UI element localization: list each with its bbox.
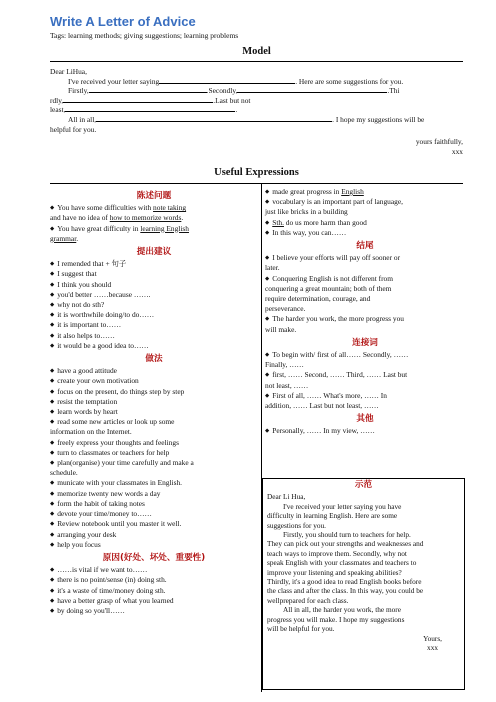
- fill-blank: [237, 86, 387, 93]
- list-item: ◆ have a good attitude: [50, 366, 258, 376]
- model-text: .Secondly,: [206, 86, 238, 96]
- model-text: . Here are some suggestions for you.: [295, 76, 404, 86]
- sample-line: the class and after the class. In this way, you could be: [267, 586, 424, 596]
- fill-blank: [89, 86, 207, 93]
- model-text: All in all,: [68, 114, 97, 124]
- list-item: perseverance.: [265, 304, 306, 314]
- model-line: [50, 115, 463, 125]
- item-underlined-text: English: [341, 187, 364, 196]
- list-item: ◆ why not do sth?: [50, 300, 258, 310]
- item-underlined-text: grammar: [50, 233, 77, 243]
- list-item: addition, …… Last but not least, ……: [265, 401, 379, 411]
- linking-heading: 连接词: [352, 337, 378, 348]
- list-item: ◆ help you focus: [50, 540, 258, 550]
- list-item: ◆ To begin with/ first of all…… Secondly, ……: [265, 350, 465, 360]
- right-column: [265, 187, 465, 437]
- sample-closing: Yours,: [423, 633, 442, 643]
- item-text: and have no idea of: [50, 213, 110, 223]
- sample-line: teach ways to improve them. Secondly, why not: [267, 548, 407, 558]
- model-text: Firstly,: [68, 86, 89, 96]
- model-line: [50, 96, 463, 106]
- model-text: .Last but not: [213, 95, 251, 105]
- item-text: vocabulary is an important part of language,: [272, 197, 403, 207]
- list-item: conquering a great mountain; both of them: [265, 283, 392, 293]
- list-item: ◆ resist the temptation: [50, 397, 258, 407]
- list-item: not least, ……: [265, 380, 309, 390]
- model-letter: [50, 67, 463, 156]
- list-item: later.: [265, 263, 280, 273]
- useful-heading: Useful Expressions: [214, 167, 299, 178]
- list-item: ◆ I think you should: [50, 280, 258, 290]
- methods-heading: 做法: [145, 354, 163, 365]
- sample-line: progress you will make. I hope my suggestions: [267, 614, 405, 624]
- item-text: You have some difficulties with: [57, 203, 154, 213]
- list-item: [50, 234, 258, 244]
- list-item: ◆ there is no point/sense (in) doing sth.: [50, 575, 258, 585]
- list-item: [50, 203, 258, 213]
- expressions-list: [265, 187, 465, 238]
- fill-blank: [65, 105, 238, 115]
- sample-greeting: Dear Li Hua,: [267, 492, 306, 502]
- list-item: ◆ you'd better ……because …….: [50, 290, 258, 300]
- list-item: ◆ ……is vital if we want to……: [50, 565, 258, 575]
- sample-line: Firstly, you should turn to teachers for help.: [283, 530, 411, 540]
- advice-heading: 提出建议: [136, 247, 172, 258]
- model-line: [50, 86, 463, 96]
- list-item: ◆ turn to classmates or teachers for help: [50, 448, 258, 458]
- reasons-heading: 原因(好处、坏处、重要性): [102, 552, 206, 563]
- list-item: ◆ The harder you work, the more progress you: [265, 314, 465, 324]
- fill-blank: [96, 115, 332, 122]
- sample-line: difficulty in learning English. Here are some: [267, 511, 398, 521]
- list-item: ◆ memorize twenty new words a day: [50, 489, 258, 499]
- item-text: .: [76, 233, 79, 243]
- list-item: ◆ arranging your desk: [50, 530, 258, 540]
- list-item: [50, 213, 258, 223]
- item-text: .: [181, 213, 184, 223]
- other-heading: 其他: [356, 414, 374, 425]
- model-closing: yours faithfully,: [415, 137, 463, 147]
- list-item: [265, 197, 465, 207]
- item-text: do us more harm than good: [283, 217, 367, 227]
- methods-list: [50, 366, 258, 550]
- fill-blank: [63, 96, 213, 103]
- model-signature: xxx: [451, 146, 463, 156]
- item-text: You have great difficulty in: [57, 223, 141, 233]
- list-item: will make.: [265, 324, 297, 334]
- model-line: [50, 105, 463, 115]
- model-line: [50, 77, 463, 87]
- left-column: [50, 188, 258, 616]
- model-heading: Model: [242, 46, 271, 57]
- problems-heading: 陈述问题: [136, 191, 172, 201]
- list-item: information on the Internet.: [50, 427, 132, 437]
- sample-line: improve your listening and speaking abilities?: [267, 567, 402, 577]
- list-item: ◆ First of all, …… What's more, …… In: [265, 391, 465, 401]
- list-item: ◆ learn words by heart: [50, 407, 258, 417]
- list-item: ◆ it would be a good idea to……: [50, 341, 258, 351]
- problems-list: [50, 203, 258, 244]
- list-item: ◆ I suggest that: [50, 269, 258, 279]
- list-item: ◆ read some new articles or look up some: [50, 417, 258, 427]
- list-item: ◆ I remended that + 句子: [50, 259, 258, 269]
- sample-line: I've received your letter saying you have: [283, 501, 402, 511]
- sample-line: All in all, the harder you work, the more: [283, 605, 401, 615]
- item-text: just like bricks in a building: [265, 207, 348, 217]
- model-text: rdly,: [50, 95, 64, 105]
- ending-heading: 结尾: [356, 241, 374, 252]
- list-item: ◆ plan(organise) your time carefully and make a: [50, 458, 258, 468]
- item-underlined-text: Sth.: [272, 217, 284, 227]
- item-text: made great progress in: [272, 187, 342, 196]
- list-item: [50, 224, 258, 234]
- model-rule: [50, 61, 463, 62]
- reasons-list: [50, 565, 258, 616]
- list-item: ◆ municate with your classmates in English.: [50, 478, 258, 488]
- list-item: ◆ focus on the present, do things step by step: [50, 387, 258, 397]
- list-item: ◆ freely express your thoughts and feelings: [50, 438, 258, 448]
- list-item: ◆ first, …… Second, …… Third, …… Last but: [265, 370, 465, 380]
- sample-line: speak English with your classmates and teachers to: [267, 558, 417, 568]
- list-item: ◆ Review notebook until you master it well.: [50, 519, 258, 529]
- item-underlined-text: note taking: [153, 203, 187, 213]
- model-text: . I hope my suggestions will be: [332, 114, 425, 124]
- list-item: ◆ it is important to……: [50, 320, 258, 330]
- page-title: Write A Letter of Advice: [50, 14, 196, 29]
- list-item: ◆ Personally, …… In my view, ……: [265, 426, 465, 436]
- tags-line: Tags: learning methods; giving suggestions; learning problems: [50, 31, 239, 40]
- item-text: In this way, you can……: [272, 227, 347, 237]
- model-greeting: Dear LiHua,: [50, 67, 87, 76]
- ending-list: [265, 253, 465, 335]
- list-item: ◆ have a better grasp of what you learned: [50, 596, 258, 606]
- list-item: ◆ it is worthwhile doing/to do……: [50, 310, 258, 320]
- sample-line: will be helpful for you.: [267, 624, 335, 634]
- list-item: ◆ devote your time/money to……: [50, 509, 258, 519]
- linking-list: [265, 350, 465, 411]
- sample-line: suggestions for you.: [267, 520, 326, 530]
- fill-blank: [159, 77, 295, 84]
- list-item: [265, 228, 465, 238]
- list-item: ◆ it also helps to……: [50, 331, 258, 341]
- list-item: ◆ form the habit of taking notes: [50, 499, 258, 509]
- list-item: ◆ it's a waste of time/money doing sth.: [50, 586, 258, 596]
- sample-letter-box: [262, 478, 465, 690]
- model-text: I've received your letter saying: [68, 76, 160, 86]
- list-item: Finally, ……: [265, 360, 304, 370]
- model-line: helpful for you.: [50, 124, 97, 134]
- sample-line: Thirdly, it's a good idea to read English books before: [267, 577, 422, 587]
- model-text: .: [235, 105, 238, 115]
- list-item: [265, 207, 465, 217]
- advice-list: [50, 259, 258, 351]
- list-item: schedule.: [50, 468, 78, 478]
- item-underlined-text: how to memorize words: [109, 213, 182, 223]
- list-item: ◆ I believe your efforts will pay off sooner or: [265, 253, 465, 263]
- list-item: ◆ create your own motivation: [50, 376, 258, 386]
- list-item: ◆ Conquering English is not different from: [265, 274, 465, 284]
- list-item: [265, 187, 465, 197]
- sample-body: [267, 502, 460, 634]
- other-list: [265, 426, 465, 436]
- sample-heading: 示范: [354, 480, 373, 490]
- useful-rule: [50, 183, 463, 184]
- model-text: least,: [50, 105, 66, 115]
- list-item: require determination, courage, and: [265, 294, 371, 304]
- sample-line: They can pick out your strengths and weaknesses and: [267, 539, 424, 549]
- list-item: [265, 218, 465, 228]
- sample-line: wellprepared for each class.: [267, 595, 349, 605]
- sample-signature: xxx: [427, 642, 438, 652]
- list-item: ◆ by doing so you'll……: [50, 606, 258, 616]
- model-text: .Thi: [387, 86, 400, 96]
- item-underlined-text: learning English: [140, 223, 189, 233]
